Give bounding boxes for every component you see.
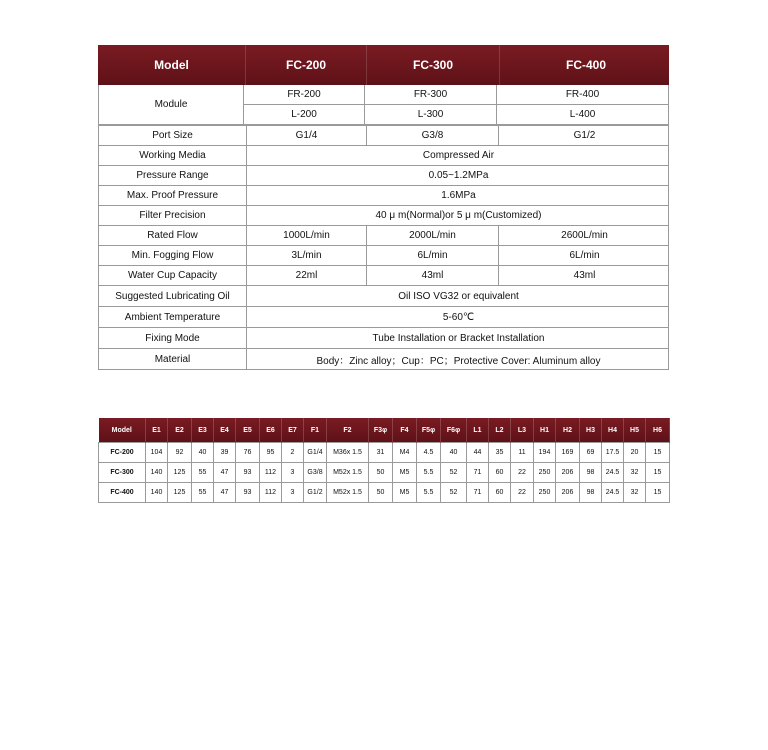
dim-value-cell: 3 (282, 463, 304, 483)
dim-value-cell: M4 (393, 443, 417, 463)
dim-value-cell: 71 (467, 463, 489, 483)
row-label: Working Media (139, 150, 206, 161)
dim-value-cell: 250 (534, 463, 556, 483)
dim-model-cell: FC-200 (99, 443, 146, 463)
dim-value-cell: 98 (580, 483, 602, 503)
dim-value-cell: 17.5 (602, 443, 624, 463)
cell: 43ml (498, 266, 670, 285)
cell: 0.05~1.2MPa (246, 166, 670, 185)
cell: Tube Installation or Bracket Installation (246, 328, 670, 348)
dim-header-cell: E2 (168, 418, 192, 443)
dim-value-cell: 5.5 (417, 483, 441, 503)
dim-value-cell: 15 (646, 483, 670, 503)
cell: FR-300 (364, 85, 496, 104)
row-label: Port Size (152, 130, 193, 141)
cell: L-200 (291, 109, 317, 120)
dim-header-cell: F6φ (441, 418, 467, 443)
module-row-l (244, 104, 668, 124)
dim-value-cell: 194 (534, 443, 556, 463)
dim-value-cell: 76 (236, 443, 260, 463)
dim-value-cell: 206 (556, 463, 580, 483)
dim-value-cell: 32 (624, 463, 646, 483)
dim-header-cell: E3 (192, 418, 214, 443)
dim-value-cell: 55 (192, 483, 214, 503)
cell: 6L/min (366, 246, 498, 265)
dim-value-cell: 250 (534, 483, 556, 503)
cell: G1/2 (498, 126, 670, 145)
dim-header-cell: E5 (236, 418, 260, 443)
cell: 40 μ m(Normal)or 5 μ m(Customized) (246, 206, 670, 225)
cell: 43ml (366, 266, 498, 285)
dim-header-cell: E1 (146, 418, 168, 443)
cell: 2600L/min (498, 226, 670, 245)
cell: G3/8 (366, 126, 498, 145)
dim-header-cell: E6 (260, 418, 282, 443)
row-filter-precision (99, 205, 668, 225)
spec-table-header (98, 45, 669, 85)
dim-header-cell: H6 (646, 418, 670, 443)
dimension-table-header (99, 418, 670, 443)
dim-value-cell: G3/8 (304, 463, 327, 483)
row-fixing-mode (99, 327, 668, 348)
cell: L-300 (364, 105, 496, 124)
dim-header-cell: L1 (467, 418, 489, 443)
row-port-size (99, 125, 668, 145)
dim-value-cell: 15 (646, 463, 670, 483)
module-row-fr (244, 85, 668, 104)
spec-table (98, 45, 669, 370)
row-label: Filter Precision (139, 210, 206, 221)
cell: Compressed Air (246, 146, 670, 165)
dim-value-cell: 125 (168, 483, 192, 503)
dim-value-cell: 60 (489, 463, 511, 483)
table-row (99, 463, 670, 483)
row-module (99, 85, 668, 125)
dim-value-cell: 112 (260, 483, 282, 503)
dim-header-cell: H2 (556, 418, 580, 443)
dim-header-cell: L3 (511, 418, 534, 443)
cell: Body：Zinc alloy；Cup：PC；Protective Cover: Aluminum alloy (246, 349, 670, 369)
dim-value-cell: M52x 1.5 (327, 463, 369, 483)
dim-header-cell: F5φ (417, 418, 441, 443)
dim-value-cell: G1/2 (304, 483, 327, 503)
dim-value-cell: 44 (467, 443, 489, 463)
cell: 6L/min (498, 246, 670, 265)
dim-header-cell: E4 (214, 418, 236, 443)
row-material (99, 348, 668, 369)
dim-value-cell: 39 (214, 443, 236, 463)
dim-header-cell: H5 (624, 418, 646, 443)
dim-value-cell: 32 (624, 483, 646, 503)
cell: 3L/min (246, 246, 366, 265)
row-ambient-temp (99, 306, 668, 327)
dim-model-cell: FC-400 (99, 483, 146, 503)
dim-value-cell: 20 (624, 443, 646, 463)
dim-value-cell: 24.5 (602, 463, 624, 483)
cell: Oil ISO VG32 or equivalent (246, 286, 670, 306)
cell: FR-200 (287, 89, 321, 100)
dim-header-cell: E7 (282, 418, 304, 443)
dim-value-cell: 95 (260, 443, 282, 463)
dim-value-cell: M5 (393, 483, 417, 503)
cell: L-400 (496, 105, 668, 124)
row-water-cup (99, 265, 668, 285)
row-label: Water Cup Capacity (127, 270, 218, 281)
dim-value-cell: 50 (369, 483, 393, 503)
dim-value-cell: 104 (146, 443, 168, 463)
dim-value-cell: 140 (146, 463, 168, 483)
row-label: Min. Fogging Flow (131, 250, 214, 261)
dim-value-cell: 22 (511, 463, 534, 483)
dim-value-cell: 140 (146, 483, 168, 503)
dim-header-cell: Model (99, 418, 146, 443)
dim-value-cell: 93 (236, 483, 260, 503)
row-lubricating-oil (99, 285, 668, 306)
dim-value-cell: 69 (580, 443, 602, 463)
row-label: Rated Flow (147, 230, 198, 241)
dim-header-cell: L2 (489, 418, 511, 443)
header-fc-200: FC-200 (246, 45, 367, 85)
dim-value-cell: 40 (441, 443, 467, 463)
dimension-table (98, 418, 670, 503)
dim-header-cell: F4 (393, 418, 417, 443)
dim-value-cell: 47 (214, 483, 236, 503)
dim-value-cell: 98 (580, 463, 602, 483)
dim-value-cell: M5 (393, 463, 417, 483)
row-label: Max. Proof Pressure (126, 190, 219, 201)
dim-value-cell: M52x 1.5 (327, 483, 369, 503)
table-row (99, 483, 670, 503)
dim-header-cell: F1 (304, 418, 327, 443)
cell: 1.6MPa (246, 186, 670, 205)
dim-value-cell: 4.5 (417, 443, 441, 463)
dim-value-cell: 22 (511, 483, 534, 503)
header-fc-300: FC-300 (367, 45, 500, 85)
dim-value-cell: 35 (489, 443, 511, 463)
dim-value-cell: 112 (260, 463, 282, 483)
dim-value-cell: 60 (489, 483, 511, 503)
header-fc-400: FC-400 (500, 45, 673, 85)
row-working-media (99, 145, 668, 165)
dim-value-cell: 31 (369, 443, 393, 463)
cell: FR-400 (496, 85, 668, 104)
spec-table-body (98, 85, 669, 370)
dim-header-cell: H4 (602, 418, 624, 443)
cell: 5-60℃ (246, 307, 670, 327)
row-label: Module (154, 99, 188, 110)
cell: 2000L/min (366, 226, 498, 245)
dim-value-cell: 2 (282, 443, 304, 463)
cell: G1/4 (246, 126, 366, 145)
table-row (99, 443, 670, 463)
dim-value-cell: 15 (646, 443, 670, 463)
row-fogging-flow (99, 245, 668, 265)
dim-value-cell: 11 (511, 443, 534, 463)
row-label: Suggested Lubricating Oil (115, 290, 230, 302)
dim-value-cell: 92 (168, 443, 192, 463)
dim-value-cell: 52 (441, 463, 467, 483)
dim-value-cell: 5.5 (417, 463, 441, 483)
row-label: Pressure Range (136, 170, 209, 181)
dim-value-cell: 71 (467, 483, 489, 503)
dim-value-cell: 47 (214, 463, 236, 483)
dim-value-cell: 93 (236, 463, 260, 483)
dim-value-cell: 169 (556, 443, 580, 463)
dim-value-cell: M36x 1.5 (327, 443, 369, 463)
dim-header-cell: F3φ (369, 418, 393, 443)
dimension-table-body (99, 443, 670, 503)
dim-value-cell: 24.5 (602, 483, 624, 503)
row-label: Fixing Mode (145, 332, 200, 344)
dim-model-cell: FC-300 (99, 463, 146, 483)
dim-value-cell: 125 (168, 463, 192, 483)
cell: 22ml (246, 266, 366, 285)
row-proof-pressure (99, 185, 668, 205)
dim-value-cell: 55 (192, 463, 214, 483)
dim-header-cell: H3 (580, 418, 602, 443)
dim-value-cell: 40 (192, 443, 214, 463)
dim-header-cell: H1 (534, 418, 556, 443)
header-model: Model (98, 45, 246, 85)
row-rated-flow (99, 225, 668, 245)
dim-value-cell: G1/4 (304, 443, 327, 463)
dim-value-cell: 3 (282, 483, 304, 503)
dim-header-cell: F2 (327, 418, 369, 443)
dim-value-cell: 50 (369, 463, 393, 483)
row-label: Material (154, 353, 191, 365)
row-label: Ambient Temperature (124, 311, 221, 323)
dim-value-cell: 52 (441, 483, 467, 503)
dim-value-cell: 206 (556, 483, 580, 503)
row-pressure-range (99, 165, 668, 185)
cell: 1000L/min (246, 226, 366, 245)
